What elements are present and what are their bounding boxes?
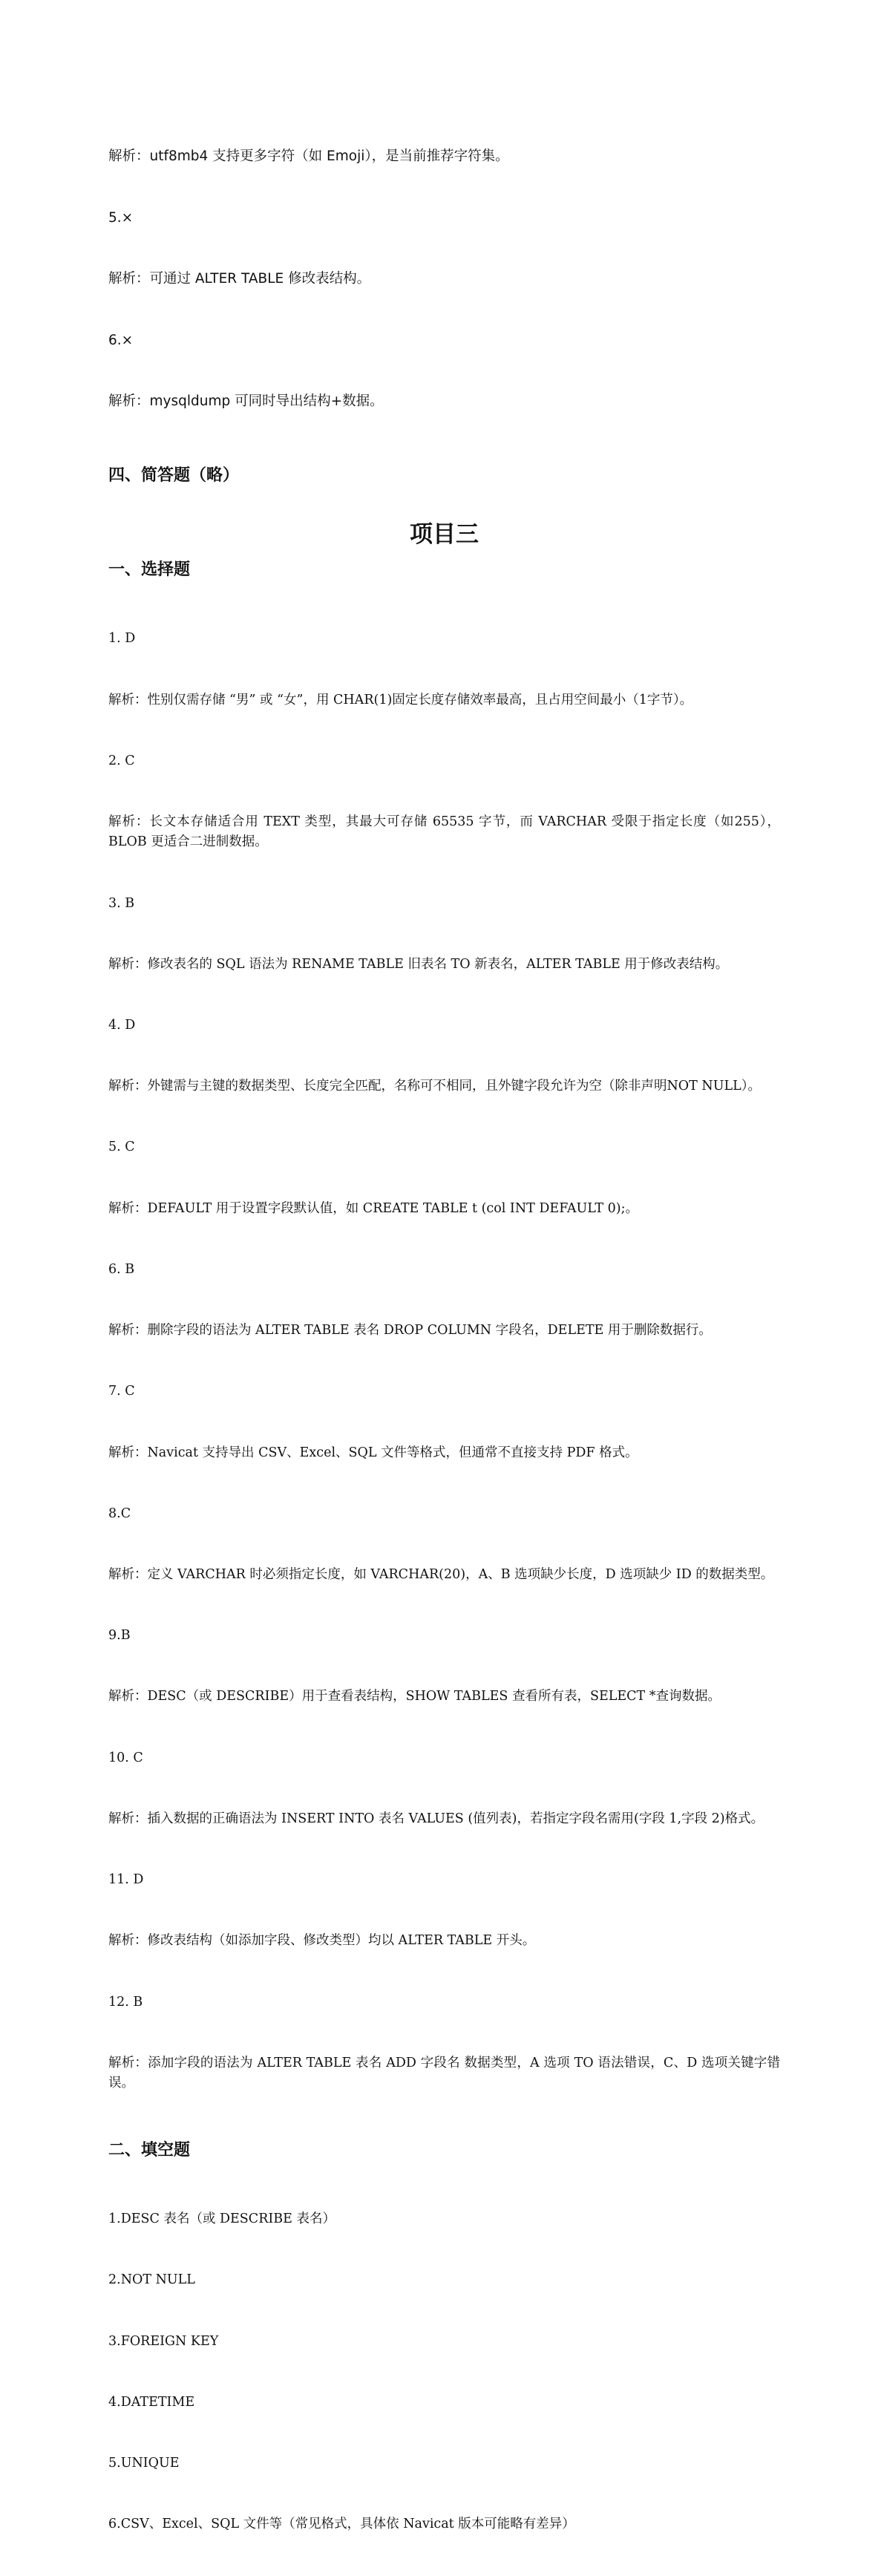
- answer-explanation: 解析：性别仅需存储 “男” 或 “女”，用 CHAR(1)固定长度存储效率最高，且占用空间最小（1字节）。: [108, 692, 693, 707]
- answer-explanation: 解析：修改表名的 SQL 语法为 RENAME TABLE 旧表名 TO 新表名，ALTER TABLE 用于修改表结构。: [108, 956, 729, 972]
- answer-key: 12. B: [108, 1994, 143, 2010]
- answer-explanation: 解析：Navicat 支持导出 CSV、Excel、SQL 文件等格式，但通常不直接支持 PDF 格式。: [108, 1445, 638, 1460]
- answer-explanation: 解析：DESC（或 DESCRIBE）用于查看表结构，SHOW TABLES 查看所有表，SELECT *查询数据。: [108, 1689, 721, 1704]
- answer-explanation: 解析：修改表结构（如添加字段、修改类型）均以 ALTER TABLE 开头。: [108, 1933, 536, 1949]
- answer-explanation: 解析：外键需与主键的数据类型、长度完全匹配，名称可不相同，且外键字段允许为空（除非声明NOT NULL）。: [108, 1079, 761, 1094]
- answer-line: 6.×: [108, 332, 134, 348]
- answer-explanation: 解析：添加字段的语法为 ALTER TABLE 表名 ADD 字段名 数据类型，A 选项 TO 语法错误，C、D 选项关键字错误。: [108, 2055, 780, 2091]
- answer-key: 2. C: [108, 753, 135, 768]
- document-page: [108, 105, 780, 2576]
- answer-line: 5.×: [108, 209, 134, 226]
- answer-key: 9.B: [108, 1628, 131, 1644]
- answer-key: 11. D: [108, 1872, 144, 1888]
- answer-line: 解析：utf8mb4 支持更多字符（如 Emoji），是当前推荐字符集。: [108, 148, 509, 164]
- answer-explanation: 解析：长文本存储适合用 TEXT 类型，其最大可存储 65535 字节，而 VARCHAR 受限于指定长度（如255），BLOB 更适合二进制数据。: [108, 814, 780, 850]
- answer-line: 解析：mysqldump 可同时导出结构+数据。: [108, 393, 384, 409]
- project-title: 项目三: [410, 520, 479, 548]
- section-fill-blank-heading: 二、填空题: [108, 2141, 191, 2160]
- answer-explanation: 解析：删除字段的语法为 ALTER TABLE 表名 DROP COLUMN 字段名，DELETE 用于删除数据行。: [108, 1323, 712, 1338]
- answer-key: 8.C: [108, 1506, 131, 1521]
- answer-key: 5. C: [108, 1140, 135, 1155]
- answer-explanation: 解析：插入数据的正确语法为 INSERT INTO 表名 VALUES (值列表)，若指定字段名需用(字段 1,字段 2)格式。: [108, 1811, 765, 1826]
- answer-explanation: 解析：DEFAULT 用于设置字段默认值，如 CREATE TABLE t (col INT DEFAULT 0);。: [108, 1200, 638, 1216]
- answer-key: 10. C: [108, 1750, 143, 1765]
- answer-explanation: 解析：定义 VARCHAR 时必须指定长度，如 VARCHAR(20)，A、B 选项缺少长度，D 选项缺少 ID 的数据类型。: [108, 1567, 774, 1582]
- answer-key: 4. D: [108, 1018, 136, 1033]
- answer-key: 7. C: [108, 1384, 135, 1399]
- fill-answer: 1.DESC 表名（或 DESCRIBE 表名）: [108, 2211, 335, 2227]
- answer-line: 解析：可通过 ALTER TABLE 修改表结构。: [108, 271, 371, 287]
- fill-answer: 4.DATETIME: [108, 2394, 195, 2410]
- fill-answer: 5.UNIQUE: [108, 2456, 180, 2471]
- fill-answer: 3.FOREIGN KEY: [108, 2333, 219, 2349]
- section-short-answer-heading: 四、简答题（略）: [108, 465, 240, 485]
- answer-key: 3. B: [108, 895, 135, 911]
- fill-answer: 2.NOT NULL: [108, 2272, 195, 2288]
- top-answer-block: [108, 105, 780, 453]
- fill-answer: 6.CSV、Excel、SQL 文件等（常见格式，具体依 Navicat 版本可能略有差异）: [108, 2517, 575, 2532]
- section-choice-heading: 一、选择题: [108, 560, 191, 579]
- answer-key: 1. D: [108, 631, 136, 647]
- choice-answer-list: [108, 589, 780, 2135]
- fill-answer-list: [108, 2168, 780, 2575]
- answer-key: 6. B: [108, 1261, 135, 1277]
